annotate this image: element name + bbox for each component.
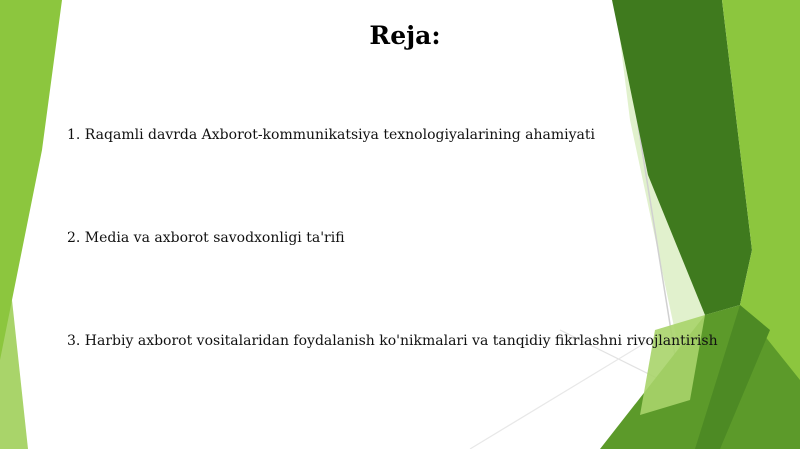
plan-item-1: 1. Raqamli davrda Axborot-kommunikatsiya texnologiyalarining ahamiyati	[67, 127, 595, 143]
plan-item-2: 2. Media va axborot savodxonligi ta'rifi	[67, 230, 345, 246]
plan-item-3: 3. Harbiy axborot vositalaridan foydalanish ko'nikmalari va tanqidiy fikrlashni rivojlantirish	[67, 333, 718, 349]
slide-title: Reja:	[369, 21, 441, 50]
